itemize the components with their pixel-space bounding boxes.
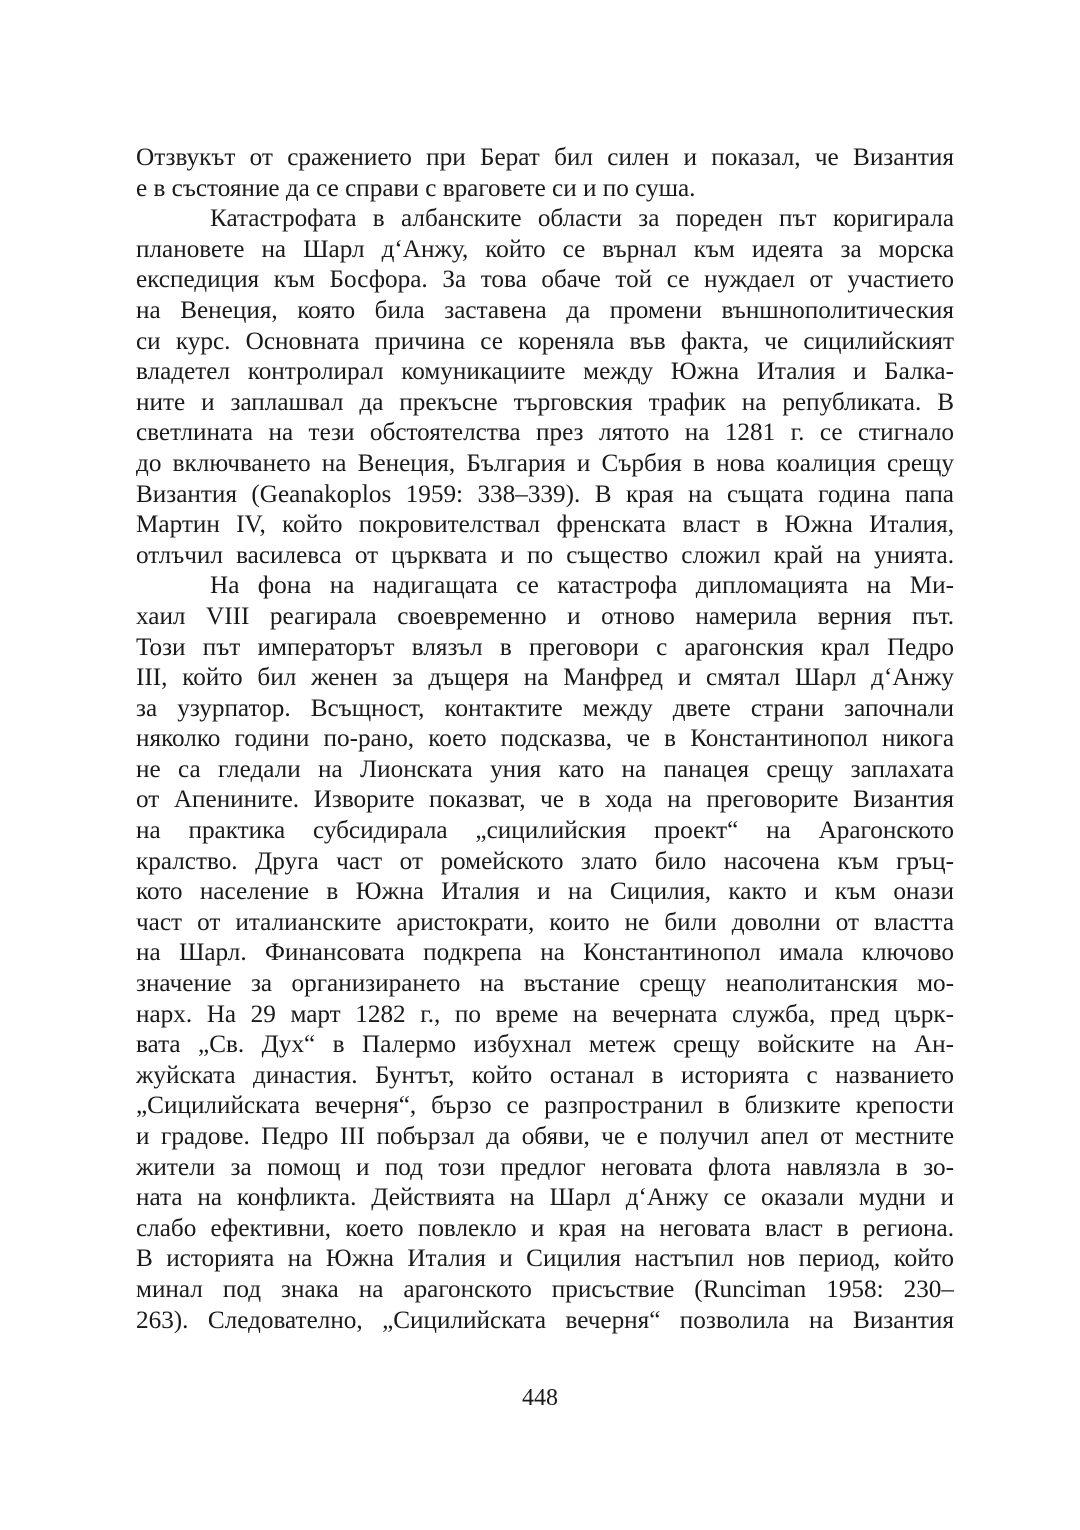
text-line: на Венеция, която била заставена да промени външнополитическия: [136, 296, 954, 324]
text-line: си курс. Основната причина се кореняла във факта, че сицилийският: [136, 327, 954, 355]
text-line: кото население в Южна Италия и на Сицилия, както и към онази: [136, 878, 954, 906]
text-line: жуйската династия. Бунтът, който останал в историята с названието: [136, 1061, 954, 1089]
text-line: от Апенините. Изворите показват, че в хода на преговорите Византия: [136, 786, 954, 814]
text-line: хаил VIII реагирала своевременно и отново намерила верния път.: [136, 602, 954, 630]
text-line: отлъчил василевса от църквата и по същество сложил край на унията.: [136, 541, 954, 569]
text-line: кралство. Друга част от ромейското злато било насочена към гръц-: [136, 847, 954, 875]
text-line: до включването на Венеция, България и Сърбия в нова коалиция срещу: [136, 449, 954, 477]
text-line: „Сицилийската вечерня“, бързо се разпространил в близките крепости: [136, 1092, 954, 1120]
text-line: ните и заплашвал да прекъсне търговския трафик на републиката. В: [136, 388, 954, 416]
text-line: е в състояние да се справи с враговете си и по суша.: [136, 174, 696, 202]
text-line: жители за помощ и под този предлог неговата флота навлязла в зо-: [136, 1153, 954, 1181]
text-line: светлината на тези обстоятелства през лятото на 1281 г. се стигнало: [136, 419, 954, 447]
text-line: за узурпатор. Всъщност, контактите между двете страни започнали: [136, 694, 954, 722]
page-number: 448: [522, 1385, 558, 1411]
text-line: слабо ефективни, което повлекло и края на неговата власт в региона.: [136, 1214, 954, 1242]
text-line: и градове. Педро III побързал да обяви, че е получил апел от местните: [136, 1123, 954, 1150]
body-text: [136, 143, 954, 1336]
text-line: Този път императорът влязъл в преговори с арагонския крал Педро: [136, 633, 954, 661]
text-line: Византия (Geanakoplos 1959: 338–339). В края на същата година папа: [136, 480, 954, 508]
text-line: владетел контролирал комуникациите между Южна Италия и Балка-: [136, 358, 954, 386]
text-line: В историята на Южна Италия и Сицилия настъпил нов период, който: [136, 1245, 954, 1273]
text-line: значение за организирането на въстание срещу неаполитанския мо-: [136, 970, 954, 998]
text-line: част от италианските аристократи, които не били доволни от властта: [136, 908, 954, 936]
text-line: плановете на Шарл д‘Анжу, който се върнал към идеята за морска: [136, 235, 954, 263]
text-line: вата „Св. Дух“ в Палермо избухнал метеж срещу войските на Ан-: [136, 1031, 954, 1059]
text-line: Мартин IV, който покровителствал френската власт в Южна Италия,: [136, 511, 954, 539]
text-line: ната на конфликта. Действията на Шарл д‘Анжу се оказали мудни и: [136, 1184, 954, 1212]
text-line: на практика субсидирала „сицилийския проект“ на Арагонското: [136, 817, 954, 845]
text-line: На фона на надигащата се катастрофа дипломацията на Ми-: [210, 572, 954, 600]
text-line: няколко години по-рано, което подсказва, че в Константинопол никога: [136, 725, 954, 753]
text-line: нарх. На 29 март 1282 г., по време на вечерната служба, пред църк-: [136, 1000, 954, 1028]
text-line: минал под знака на арагонското присъствие (Runciman 1958: 230–: [136, 1275, 954, 1303]
text-line: Отзвукът от сражението при Берат бил силен и показал, че Византия: [136, 144, 954, 171]
text-line: Катастрофата в албанските области за пореден път коригирала: [210, 205, 954, 233]
text-line: III, който бил женен за дъщеря на Манфред и смятал Шарл д‘Анжу: [136, 664, 954, 692]
text-line: експедиция към Босфора. За това обаче той се нуждаел от участието: [136, 266, 954, 294]
text-line: 263). Следователно, „Сицилийската вечерня“ позволила на Византия: [136, 1306, 954, 1334]
text-line: не са гледали на Лионската уния като на панацея срещу заплахата: [136, 755, 954, 783]
text-line: на Шарл. Финансовата подкрепа на Константинопол имала ключово: [136, 939, 954, 967]
